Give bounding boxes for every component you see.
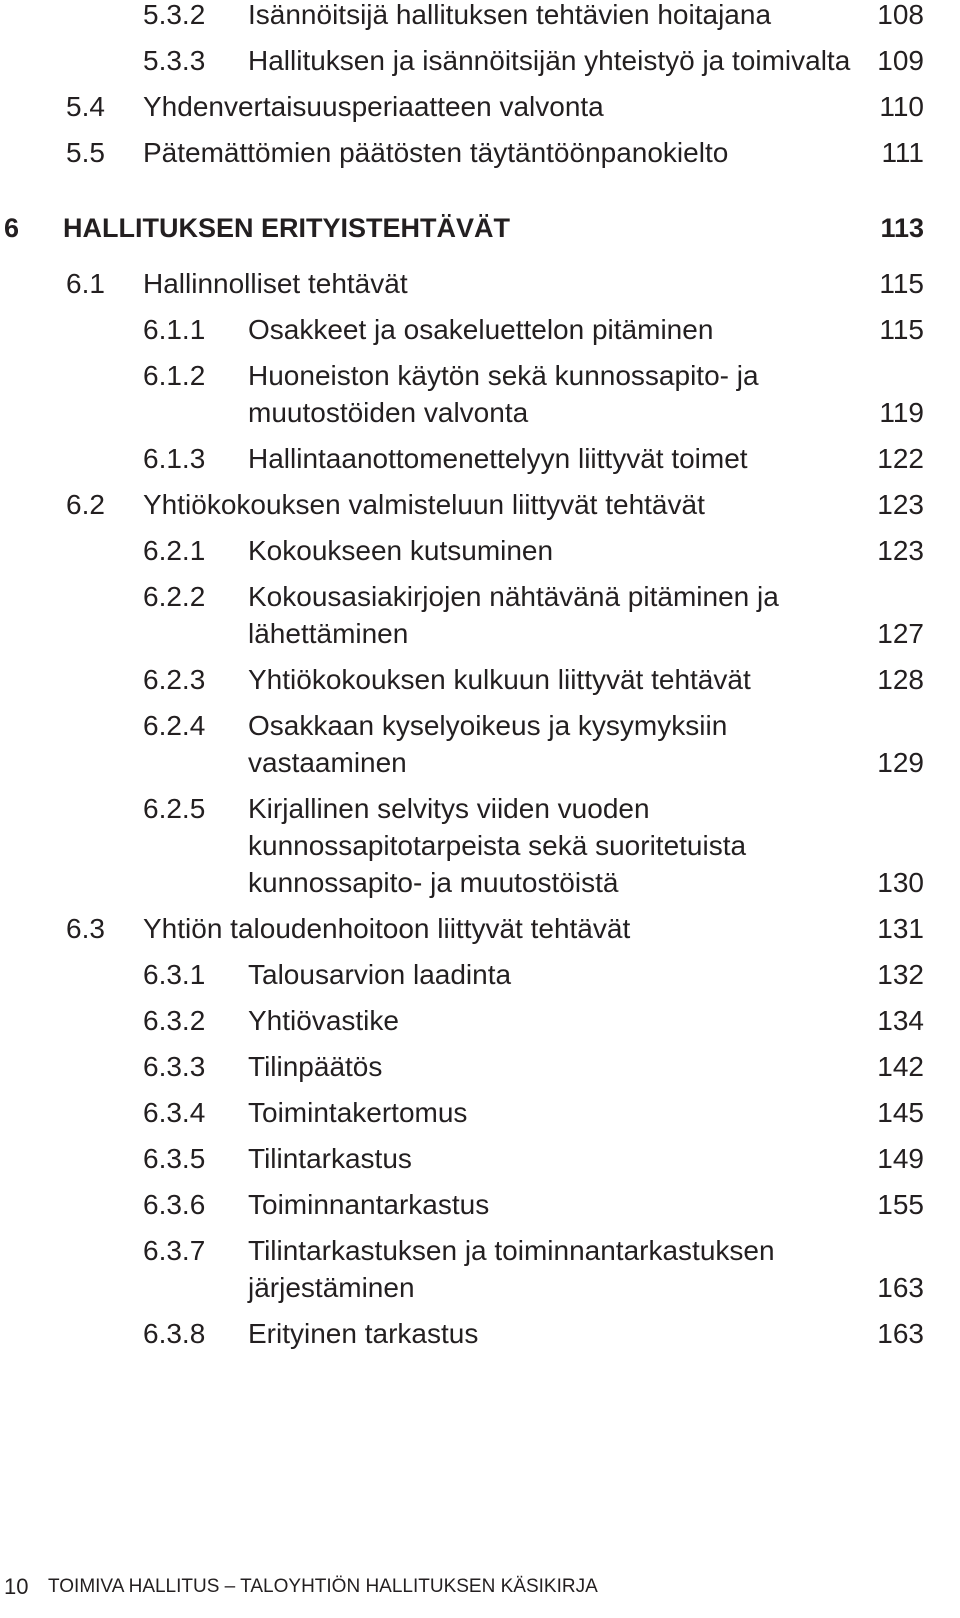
toc-entry-page: 123 <box>877 535 924 566</box>
toc-entry-page: 134 <box>877 1005 924 1036</box>
toc-entry-title-line: Yhtiökokouksen kulkuun liittyvät tehtävät <box>248 664 751 695</box>
toc-entry-number: 6.2.4 <box>143 710 206 741</box>
toc-entry-title-line: Hallituksen ja isännöitsijän yhteistyö ja toimivalta <box>248 45 851 76</box>
toc-entry-number: 6.2.5 <box>143 793 206 824</box>
toc-entry-page: 129 <box>877 747 924 778</box>
toc-entry-number: 6.3.3 <box>143 1051 206 1082</box>
toc-entry-title-line: Osakkaan kyselyoikeus ja kysymyksiin <box>248 710 728 741</box>
toc-entry-title <box>248 1315 924 1352</box>
toc-entry-title-line: lähettäminen <box>248 618 409 649</box>
toc-entry <box>0 910 960 947</box>
toc-entry <box>0 1186 960 1223</box>
toc-entry-title <box>248 1002 924 1039</box>
toc-entry-title-line: järjestäminen <box>248 1272 415 1303</box>
footer-running-title: TOIMIVA HALLITUS – TALOYHTIÖN HALLITUKSEN KÄSIKIRJA <box>48 1576 598 1597</box>
toc-entry-title-line: Osakkeet ja osakeluettelon pitäminen <box>248 314 714 345</box>
toc-entry-title-line: Hallinnolliset tehtävät <box>143 268 408 299</box>
toc-entry-title <box>143 486 924 523</box>
toc-entry-number: 6.3.1 <box>143 959 206 990</box>
toc-entry <box>0 42 960 79</box>
toc-entry-title <box>143 134 924 171</box>
toc-entry-page: 115 <box>879 268 924 299</box>
toc-entry-number: 6.3.5 <box>143 1143 206 1174</box>
toc-entry-title-line: Toiminnantarkastus <box>248 1189 490 1220</box>
toc-entry-title <box>248 661 924 698</box>
toc-entry <box>0 357 960 431</box>
toc-entry-page: 130 <box>877 867 924 898</box>
toc-entry-title-line: Tilintarkastuksen ja toiminnantarkastuksen <box>248 1235 775 1266</box>
toc-entry-title-line: Kirjallinen selvitys viiden vuoden <box>248 793 650 824</box>
toc-entry <box>0 578 960 652</box>
toc-entry-title <box>248 707 924 781</box>
toc-entry-title-line: Erityinen tarkastus <box>248 1318 479 1349</box>
toc-entry-title-line: Yhdenvertaisuusperiaatteen valvonta <box>143 91 604 122</box>
toc-entry <box>0 0 960 33</box>
toc-entry <box>0 1002 960 1039</box>
toc-entry-number: 6.1.2 <box>143 360 206 391</box>
toc-entry-title <box>248 1186 924 1223</box>
toc-entry-title <box>248 578 924 652</box>
toc-entry-page: 163 <box>877 1318 924 1349</box>
toc-entry-page: 122 <box>877 443 924 474</box>
toc-entry-number: 6.1 <box>66 268 105 299</box>
toc-entry-title <box>248 532 924 569</box>
toc-entry-page: 128 <box>877 664 924 695</box>
toc-entry-page: 163 <box>877 1272 924 1303</box>
toc-entry <box>0 265 960 302</box>
toc-entry-number: 6.2.3 <box>143 664 206 695</box>
toc-entry-title-line: Yhtiön taloudenhoitoon liittyvät tehtävät <box>143 913 631 944</box>
toc-entry-title-line: Huoneiston käytön sekä kunnossapito- ja <box>248 360 759 391</box>
toc-entry-title <box>248 1232 924 1306</box>
toc-entry-page: 127 <box>877 618 924 649</box>
toc-entry-number: 6.3.8 <box>143 1318 206 1349</box>
toc-entry-page: 111 <box>881 137 924 168</box>
toc-entry-title-line: kunnossapito- ja muutostöistä <box>248 867 619 898</box>
toc-entry-title-line: Tilintarkastus <box>248 1143 412 1174</box>
toc-entry-number: 6.3.6 <box>143 1189 206 1220</box>
toc-entry-title-line: Kokoukseen kutsuminen <box>248 535 554 566</box>
toc-entry-title-line: Talousarvion laadinta <box>248 959 512 990</box>
toc-entry-page: 149 <box>877 1143 924 1174</box>
toc-entry-title-line: HALLITUKSEN ERITYISTEHTÄVÄT <box>63 213 511 243</box>
toc-entry <box>0 1315 960 1352</box>
toc-entry-number: 5.3.3 <box>143 45 206 76</box>
toc-entry <box>0 440 960 477</box>
toc-entry-number: 5.5 <box>66 137 105 168</box>
toc-entry-title <box>248 1048 924 1085</box>
toc-entry-number: 6.3.2 <box>143 1005 206 1036</box>
toc-entry <box>0 486 960 523</box>
toc-entry-title-line: Yhtiökokouksen valmisteluun liittyvät tehtävät <box>143 489 705 520</box>
toc-entry <box>0 88 960 125</box>
toc-entry <box>0 311 960 348</box>
toc-entry <box>0 707 960 781</box>
toc-entry-title <box>248 42 924 79</box>
toc-entry-title <box>248 1094 924 1131</box>
toc-entry <box>0 956 960 993</box>
toc-entry-title-line: vastaaminen <box>248 747 407 778</box>
toc-entry-title-line: Isännöitsijä hallituksen tehtävien hoitajana <box>248 0 772 30</box>
toc-entry-page: 123 <box>877 489 924 520</box>
toc-entry <box>0 790 960 901</box>
toc-entry-title <box>143 88 924 125</box>
toc-entry-title <box>248 0 924 33</box>
toc-entry-number: 6.1.1 <box>143 314 206 345</box>
toc-entry-number: 6 <box>4 213 20 243</box>
toc-entry-title <box>248 790 924 901</box>
toc-entry-title <box>248 357 924 431</box>
toc-entry-page: 108 <box>877 0 924 30</box>
toc-entry-title-line: Pätemättömien päätösten täytäntöönpanokielto <box>143 137 729 168</box>
toc-entry-page: 155 <box>877 1189 924 1220</box>
toc-entry-title <box>143 265 924 302</box>
toc-entry-page: 132 <box>877 959 924 990</box>
toc-entry-title <box>143 910 924 947</box>
toc-entry-number: 5.3.2 <box>143 0 206 30</box>
toc-entry <box>0 1048 960 1085</box>
toc-entry-page: 110 <box>879 91 924 122</box>
toc-chapter-heading <box>0 210 960 247</box>
toc-entry-title <box>248 1140 924 1177</box>
toc-entry-number: 6.3 <box>66 913 105 944</box>
toc-entry-title-line: Kokousasiakirjojen nähtävänä pitäminen ja <box>248 581 779 612</box>
toc-entry-title <box>63 210 924 247</box>
toc-entry <box>0 134 960 171</box>
toc-entry-page: 145 <box>877 1097 924 1128</box>
toc-entry-page: 119 <box>879 397 924 428</box>
toc-entry-number: 6.2 <box>66 489 105 520</box>
toc-entry <box>0 1140 960 1177</box>
toc-entry <box>0 661 960 698</box>
toc-entry-page: 131 <box>877 913 924 944</box>
toc-entry-title-line: Hallintaanottomenettelyyn liittyvät toimet <box>248 443 748 474</box>
toc-entry-number: 6.3.7 <box>143 1235 206 1266</box>
toc-entry-title-line: kunnossapitotarpeista sekä suoritetuista <box>248 830 747 861</box>
toc-entry-page: 115 <box>879 314 924 345</box>
toc-entry-number: 6.2.2 <box>143 581 206 612</box>
toc-entry-title-line: Yhtiövastike <box>248 1005 399 1036</box>
toc-entry-title <box>248 440 924 477</box>
toc-entry-title-line: muutostöiden valvonta <box>248 397 529 428</box>
toc-entry-page: 109 <box>877 45 924 76</box>
toc-entry-number: 6.1.3 <box>143 443 206 474</box>
toc-entry <box>0 1232 960 1306</box>
toc-entry-page: 113 <box>880 213 924 243</box>
toc-entry-title <box>248 311 924 348</box>
toc-entry-number: 6.3.4 <box>143 1097 206 1128</box>
toc-entry-page: 142 <box>877 1051 924 1082</box>
toc-entry-title-line: Toimintakertomus <box>248 1097 468 1128</box>
toc-entry-number: 6.2.1 <box>143 535 206 566</box>
toc-entry <box>0 532 960 569</box>
toc-entry-title <box>248 956 924 993</box>
toc-entry-title-line: Tilinpäätös <box>248 1051 383 1082</box>
footer-page-number: 10 <box>4 1574 29 1599</box>
toc-entry <box>0 1094 960 1131</box>
page-footer <box>0 1572 960 1602</box>
toc-entry-number: 5.4 <box>66 91 105 122</box>
